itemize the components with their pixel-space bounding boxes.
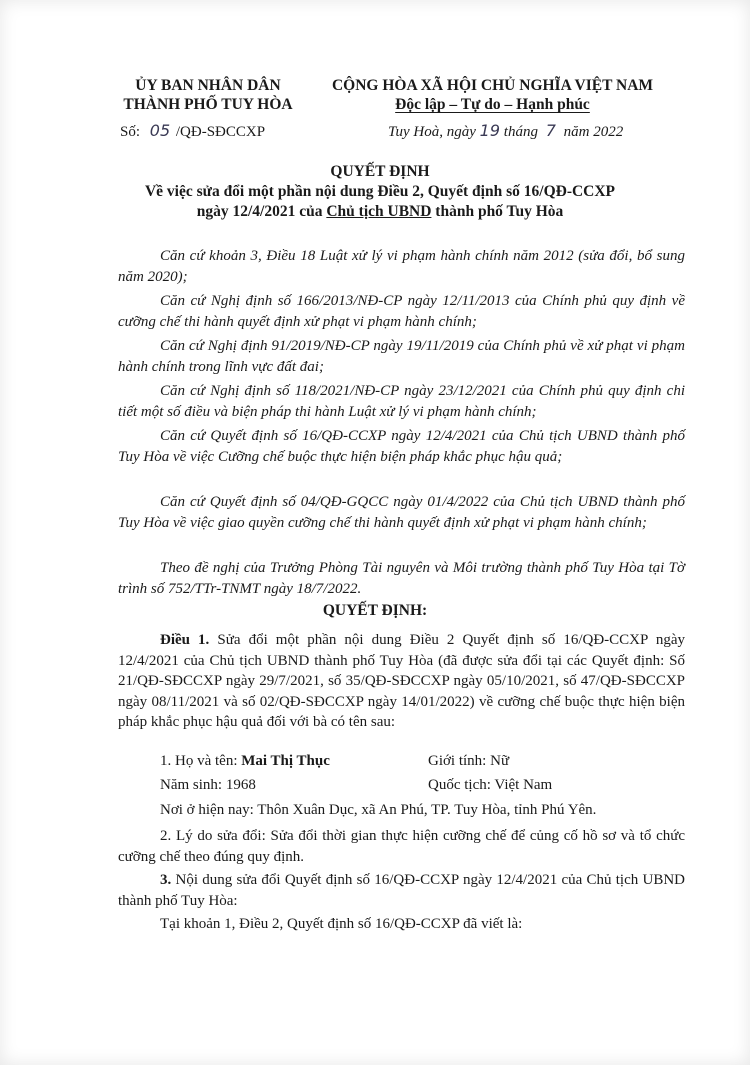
person-name-row: 1. Họ và tên: Mai Thị Thục [160,753,330,769]
article-1-label: Điều 1. [160,632,210,648]
document-date [388,121,623,141]
title-sub-2-post: thành phố Tuy Hòa [435,203,564,220]
so-label: Số: [120,124,141,140]
title-sub-2 [80,202,680,222]
person-nationality: Việt Nam [494,777,553,793]
preamble-paragraph: Căn cứ Quyết định số 04/QĐ-GQCC ngày 01/4/2022 của Chủ tịch UBND thành phố Tuy Hòa về việc giao quyền cưỡng chế thi hành quyết định xử phạt vi phạm hành chính; [118,494,685,531]
nation-line: CỘNG HÒA XÃ HỘI CHỦ NGHĨA VIỆT NAM [331,77,654,94]
person-birth-year: 1968 [225,777,256,793]
title-sub-2-pre: ngày 12/4/2021 của [196,203,323,220]
issuing-agency [108,76,308,114]
article-1 [118,630,685,733]
decision-heading: QUYẾT ĐỊNH: [322,602,428,619]
date-mid: tháng [503,124,538,140]
closing-line: Tại khoản 1, Điều 2, Quyết định số 16/QĐ-CCXP đã viết là: [160,916,523,932]
document-title [80,162,680,222]
preamble-paragraph: Căn cứ Nghị định 91/2019/NĐ-CP ngày 19/11/2019 của Chính phủ về xử phạt vi phạm hành chính trong lĩnh vực đất đai; [118,338,685,375]
title-sub-2-underlined: Chủ tịch UBND [326,203,432,220]
item-3: 3. Nội dung sửa đổi Quyết định số 16/QĐ-CCXP ngày 12/4/2021 của Chủ tịch UBND thành phố Tuy Hòa: [118,872,686,909]
preamble-paragraph: Căn cứ Nghị định số 118/2021/NĐ-CP ngày 23/12/2021 của Chính phủ quy định chi tiết một số điều và biện pháp thi hành Luật xử lý vi phạm hành chính; [118,383,685,420]
preamble-paragraph: Căn cứ Quyết định số 16/QĐ-CCXP ngày 12/4/2021 của Chủ tịch UBND thành phố Tuy Hòa về việc Cưỡng chế buộc thực hiện biện pháp khắc phục hậu quả; [118,428,685,465]
preamble-paragraph: Căn cứ Nghị định số 166/2013/NĐ-CP ngày 12/11/2013 của Chính phủ quy định về cưỡng chế thi hành quyết định xử phạt vi phạm hành chính; [118,293,685,330]
person-nationality-row: Quốc tịch: Việt Nam [428,777,553,793]
article-1-text: Sửa đổi một phần nội dung Điều 2 Quyết định số 16/QĐ-CCXP ngày 12/4/2021 của Chủ tịch UBND thành phố Tuy Hòa (đã được sửa đổi tại các Quyết định: Số 21/QĐ-SĐCCXP ngày 29/7/2021, số 35/QĐ-SĐCCXP ngày 05/10/2021, số 47/QĐ-SĐCCXP ngày 08/11/2021 và số 02/QĐ-SĐCCXP ngày 14/01/2022) về cưỡng chế buộc thực hiện biện pháp khắc phục hậu quả đối với bà có tên sau: [118,632,685,730]
preamble-paragraph: Theo đề nghị của Trưởng Phòng Tài nguyên và Môi trường thành phố Tuy Hòa tại Tờ trình số 752/TTr-TNMT ngày 18/7/2022. [118,560,685,597]
title-sub-1: Về việc sửa đổi một phần nội dung Điều 2, Quyết định số 16/QĐ-CCXP [144,183,616,200]
person-name: Mai Thị Thục [241,753,330,769]
agency-line-1: ỦY BAN NHÂN DÂN [135,77,281,94]
national-motto: Độc lập – Tự do – Hạnh phúc [395,96,590,113]
person-gender: Nữ [490,753,510,769]
title-main: QUYẾT ĐỊNH [330,163,430,180]
agency-line-2: THÀNH PHỐ TUY HÒA [123,96,293,113]
so-suffix: /QĐ-SĐCCXP [175,124,266,140]
item-2: 2. Lý do sửa đổi: Sửa đổi thời gian thực hiện cưỡng chế để củng cố hồ sơ và tổ chức cưỡng chế theo đúng quy định. [118,828,686,865]
national-title [325,76,660,114]
date-suffix: năm 2022 [563,124,624,140]
date-prefix: Tuy Hoà, ngày [388,124,476,140]
person-birth-row: Năm sinh: 1968 [160,777,256,793]
person-residence: Thôn Xuân Dục, xã An Phú, TP. Tuy Hòa, tỉnh Phú Yên. [257,802,597,818]
document-number [120,121,265,141]
person-gender-row: Giới tính: Nữ [428,753,510,769]
person-residence-row: Nơi ở hiện nay: Thôn Xuân Dục, xã An Phú, TP. Tuy Hòa, tỉnh Phú Yên. [160,802,597,818]
preamble-paragraph: Căn cứ khoản 3, Điều 18 Luật xử lý vi phạm hành chính năm 2012 (sửa đổi, bổ sung năm 2020); [118,248,685,285]
date-day-handwritten: 19 [479,121,501,140]
date-month-handwritten: 7 [545,121,556,140]
so-number-handwritten: 05 [149,121,171,140]
